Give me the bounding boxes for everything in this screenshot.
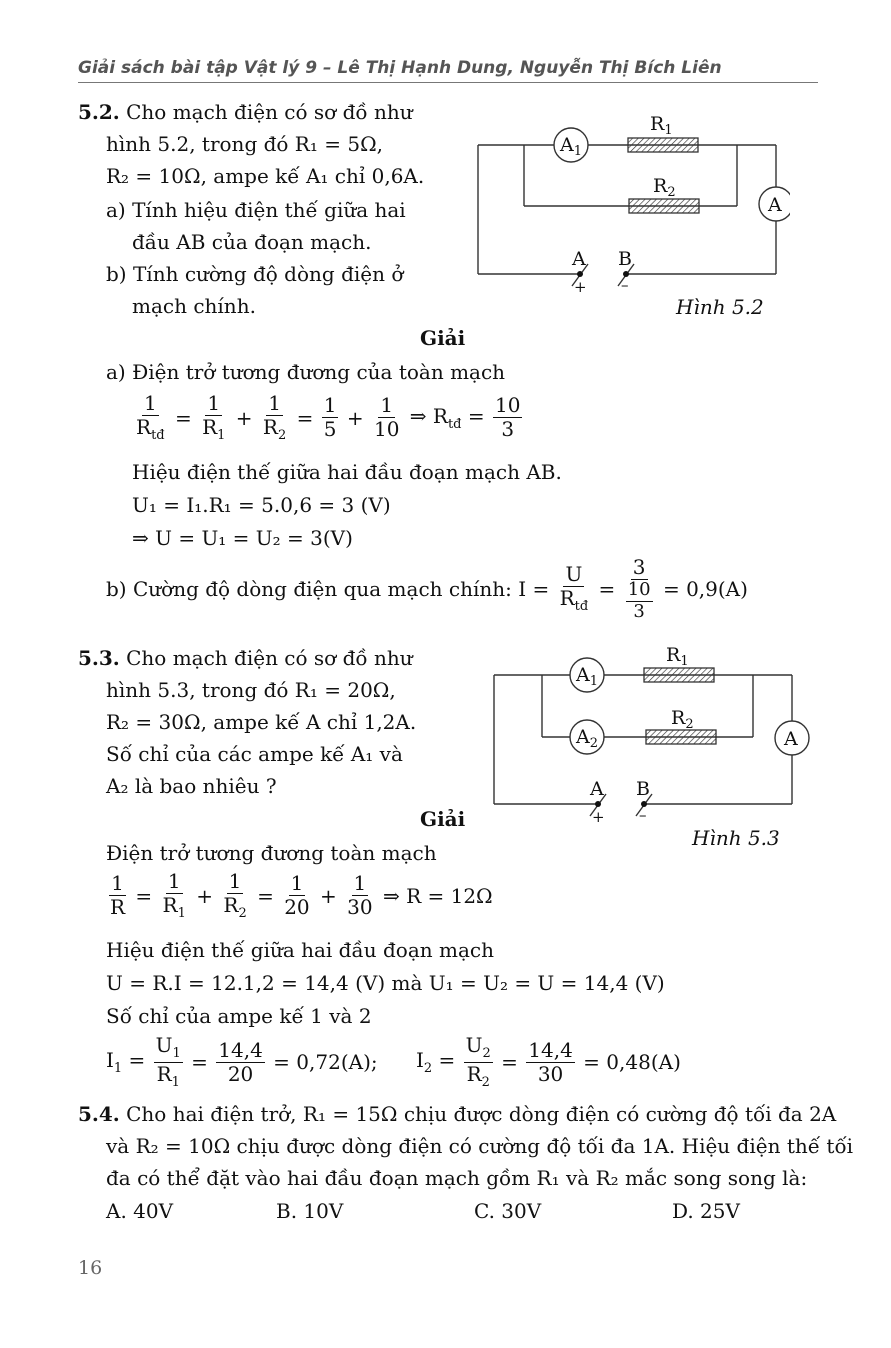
problem-5-3-line-3: R₂ = 30Ω, ampe kế A chỉ 1,2A. [106, 710, 417, 734]
current-formula-i2: $I_2$ = $\frac{U_2}{R_2}$ = $\frac{14,4}{30}$ = 0,48(A) [416, 1033, 681, 1090]
answer-option-d: D. 25V [672, 1199, 740, 1223]
solution-5-2-u1: U₁ = I₁.R₁ = 5.0,6 = 3 (V) [132, 493, 391, 517]
svg-text:–: – [639, 806, 647, 824]
terminal-a [595, 801, 601, 807]
problem-5-2-part-b-2: mạch chính. [132, 294, 256, 318]
current-formula-i1: $I_1$ = $\frac{U_1}{R_1}$ = $\frac{14,4}{20}$ = 0,72(A); [106, 1033, 378, 1090]
svg-text:R1: $R_1$ [650, 113, 673, 138]
problem-5-2-part-a-2: đầu AB của đoạn mạch. [132, 230, 372, 254]
problem-number: 5.2. [78, 100, 120, 124]
svg-text:+: + [592, 808, 605, 826]
problem-text: Cho mạch điện có sơ đồ như [126, 646, 413, 670]
svg-text:R2: $R_2$ [671, 707, 694, 732]
svg-text:R1: $R_1$ [666, 644, 689, 669]
equivalent-resistance-formula-5-3: $\frac{1}{R}$ = $\frac{1}{R_1}$ + $\frac{1}{R_2}$ = $\frac{1}{20}$ + $\frac{1}{30}$ ⇒ R = 12Ω [110, 869, 493, 921]
svg-text:B: B [636, 778, 650, 800]
svg-text:A1: $A_1$ [576, 664, 599, 689]
solution-5-3-line-4: Số chỉ của ampe kế 1 và 2 [106, 1004, 372, 1028]
answer-option-b: B. 10V [276, 1199, 344, 1223]
resistor-r2 [646, 730, 716, 744]
figure-caption-5-2: Hình 5.2 [676, 295, 764, 319]
svg-text:–: – [621, 276, 629, 294]
terminal-a [577, 271, 583, 277]
circuit-diagram-5-2 [470, 108, 790, 298]
problem-5-4-line-2: và R₂ = 10Ω chịu được dòng điện có cường độ tối đa 1A. Hiệu điện thế tối [106, 1134, 854, 1158]
problem-number: 5.3. [78, 646, 120, 670]
problem-5-4-line-3: đa có thể đặt vào hai đầu đoạn mạch gồm R₁ và R₂ mắc song song là: [106, 1166, 808, 1190]
resistor-r1 [644, 668, 714, 682]
problem-5-2-part-b-1: b) Tính cường độ dòng điện ở [106, 262, 404, 286]
problem-5-3-line-4: Số chỉ của các ampe kế A₁ và [106, 742, 403, 766]
running-header: Giải sách bài tập Vật lý 9 – Lê Thị Hạnh Dung, Nguyễn Thị Bích Liên [78, 58, 722, 78]
problem-5-3-line-1 [78, 646, 413, 670]
svg-text:B: B [618, 248, 632, 270]
svg-text:+: + [574, 278, 587, 296]
problem-5-3-line-2: hình 5.3, trong đó R₁ = 20Ω, [106, 678, 396, 702]
svg-text:A: A [784, 728, 798, 750]
solution-5-3-line-1: Điện trở tương đương toàn mạch [106, 841, 437, 865]
problem-5-2-line-2: hình 5.2, trong đó R₁ = 5Ω, [106, 132, 384, 156]
svg-text:R2: $R_2$ [653, 175, 676, 200]
solution-5-3-line-3: U = R.I = 12.1,2 = 14,4 (V) mà U₁ = U₂ = U = 14,4 (V) [106, 971, 665, 995]
problem-number: 5.4. [78, 1102, 120, 1126]
solution-5-2-part-a: a) Điện trở tương đương của toàn mạch [106, 360, 506, 384]
resistor-r2 [629, 199, 699, 213]
circuit-diagram-5-3 [486, 640, 811, 830]
svg-text:A: A [590, 778, 604, 800]
solution-heading: Giải [420, 807, 466, 831]
svg-text:A: A [572, 248, 586, 270]
solution-5-3-line-2: Hiệu điện thế giữa hai đầu đoạn mạch [106, 938, 494, 962]
resistor-r1 [628, 138, 698, 152]
problem-5-2-line-1 [78, 100, 413, 124]
svg-text:A2: $A_2$ [576, 726, 599, 751]
problem-5-2-line-3: R₂ = 10Ω, ampe kế A₁ chỉ 0,6A. [106, 164, 425, 188]
problem-text: Cho mạch điện có sơ đồ như [126, 100, 413, 124]
solution-5-2-part-b-text: b) Cường độ dòng điện qua mạch chính: [106, 577, 512, 602]
svg-text:A1: $A_1$ [560, 134, 583, 159]
answer-option-c: C. 30V [474, 1199, 542, 1223]
svg-text:A: A [768, 194, 782, 216]
solution-5-2-u: ⇒ U = U₁ = U₂ = 3(V) [132, 526, 353, 550]
problem-5-2-part-a-1: a) Tính hiệu điện thế giữa hai [106, 198, 406, 222]
solution-heading: Giải [420, 326, 466, 350]
solution-5-2-part-b: b) Cường độ dòng điện qua mạch chính: I = $\frac{U}{R_{tđ}}$ = $\frac{3}{\frac{10}{3}}$ = 0,9(A) [106, 555, 748, 622]
problem-5-3-line-5: A₂ là bao nhiêu ? [106, 774, 277, 798]
page-number: 16 [78, 1257, 103, 1279]
solution-5-2-voltage-intro: Hiệu điện thế giữa hai đầu đoạn mạch AB. [132, 460, 562, 484]
answer-option-a: A. 40V [106, 1199, 174, 1223]
equivalent-resistance-formula-5-2: $\frac{1}{R_{tđ}}$ = $\frac{1}{R_1}$ + $\frac{1}{R_2}$ = $\frac{1}{5}$ + $\frac{1}{10}$ ⇒ $R_{tđ}$ = $\frac{10}{3}$ [136, 391, 521, 443]
problem-5-4-line-1 [78, 1102, 836, 1126]
problem-text: Cho hai điện trở, R₁ = 15Ω chịu được dòng điện có cường độ tối đa 2A [126, 1102, 837, 1126]
figure-caption-5-3: Hình 5.3 [692, 826, 780, 850]
header-rule [78, 82, 818, 83]
